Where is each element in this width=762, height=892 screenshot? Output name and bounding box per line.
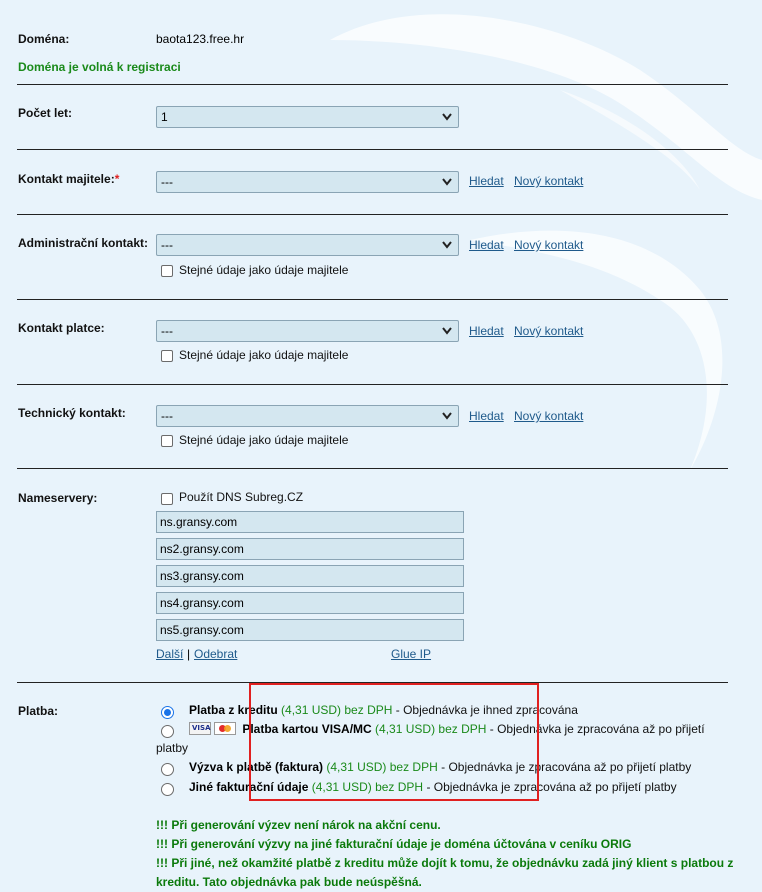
owner-contact-select[interactable] xyxy=(156,171,459,193)
owner-search-link[interactable]: Hledat xyxy=(469,174,504,188)
admin-contact-selected: --- xyxy=(161,238,173,252)
billing-search-link[interactable]: Hledat xyxy=(469,324,504,338)
years-select[interactable] xyxy=(156,106,459,128)
payment-card-price: (4,31 USD) bez DPH xyxy=(375,722,487,736)
use-subreg-dns-checkbox[interactable] xyxy=(161,493,173,505)
owner-new-contact-link[interactable]: Nový kontakt xyxy=(514,174,584,188)
payment-invoice-note: - Objednávka je zpracována až po přijetí platby xyxy=(441,760,692,774)
tech-contact-select[interactable] xyxy=(156,405,459,427)
admin-new-contact-link[interactable]: Nový kontakt xyxy=(514,238,584,252)
payment-other-billing-radio[interactable] xyxy=(161,783,174,796)
billing-same-as-owner-label: Stejné údaje jako údaje majitele xyxy=(179,348,349,362)
payment-invoice-radio[interactable] xyxy=(161,763,174,776)
tech-search-link[interactable]: Hledat xyxy=(469,409,504,423)
divider xyxy=(17,468,728,469)
payment-invoice-price: (4,31 USD) bez DPH xyxy=(326,760,438,774)
domain-status: Doména je volná k registraci xyxy=(18,60,181,74)
link-separator: | xyxy=(187,647,191,661)
divider xyxy=(17,84,728,85)
warning-line-3: !!! Při jiné, než okamžité platbě z kreditu může dojít k tomu, že objednávku zadá jiný klient s platbou z xyxy=(156,856,734,870)
admin-contact-label: Administrační kontakt: xyxy=(18,236,149,250)
tech-new-contact-link[interactable]: Nový kontakt xyxy=(514,409,584,423)
billing-contact-select[interactable] xyxy=(156,320,459,342)
nameserver-input-3[interactable] xyxy=(156,565,464,587)
nameserver-input-4[interactable] xyxy=(156,592,464,614)
divider xyxy=(17,149,728,150)
divider xyxy=(17,299,728,300)
warning-line-1: !!! Při generování výzev není nárok na akční cenu. xyxy=(156,818,441,832)
admin-same-as-owner-checkbox[interactable] xyxy=(161,265,173,277)
payment-card-name: Platba kartou VISA/MC xyxy=(242,722,372,736)
nameserver-input-5[interactable] xyxy=(156,619,464,641)
nameserver-more-link[interactable]: Další xyxy=(156,647,184,661)
payment-card-note: - Objednávka je zpracována až po přijetí xyxy=(489,722,705,736)
years-label: Počet let: xyxy=(18,106,73,120)
tech-same-as-owner-label: Stejné údaje jako údaje majitele xyxy=(179,433,349,447)
warning-line-2: !!! Při generování výzvy na jiné fakturační údaje je doména účtována v ceníku ORIG xyxy=(156,837,632,851)
billing-contact-label: Kontakt platce: xyxy=(18,321,105,335)
admin-same-as-owner-label: Stejné údaje jako údaje majitele xyxy=(179,263,349,277)
billing-new-contact-link[interactable]: Nový kontakt xyxy=(514,324,584,338)
nameserver-remove-link[interactable]: Odebrat xyxy=(194,647,238,661)
domain-label: Doména: xyxy=(18,32,70,46)
chevron-down-icon xyxy=(442,178,452,186)
highlight-box xyxy=(249,683,539,801)
admin-contact-select[interactable] xyxy=(156,234,459,256)
domain-value: baota123.free.hr xyxy=(156,32,245,46)
tech-contact-selected: --- xyxy=(161,409,173,423)
visa-brand-text: VISA xyxy=(192,724,211,733)
billing-same-as-owner-checkbox[interactable] xyxy=(161,350,173,362)
chevron-down-icon xyxy=(442,241,452,249)
owner-contact-label xyxy=(18,172,119,186)
divider xyxy=(17,214,728,215)
owner-contact-label-text: Kontakt majitele: xyxy=(18,172,115,186)
mastercard-icon xyxy=(214,722,236,735)
payment-credit-name: Platba z kreditu xyxy=(189,703,278,717)
payment-label: Platba: xyxy=(18,704,59,718)
nameserver-input-2[interactable] xyxy=(156,538,464,560)
tech-same-as-owner-checkbox[interactable] xyxy=(161,435,173,447)
tech-contact-label: Technický kontakt: xyxy=(18,406,126,420)
chevron-down-icon xyxy=(442,412,452,420)
years-selected-value: 1 xyxy=(161,110,168,124)
glue-ip-link[interactable]: Glue IP xyxy=(391,647,432,661)
chevron-down-icon xyxy=(442,327,452,335)
use-subreg-dns-label: Použít DNS Subreg.CZ xyxy=(179,490,304,504)
admin-search-link[interactable]: Hledat xyxy=(469,238,504,252)
payment-other-note: - Objednávka je zpracována až po přijetí platby xyxy=(426,780,677,794)
payment-credit-radio[interactable] xyxy=(161,706,174,719)
divider xyxy=(17,384,728,385)
payment-credit-note: - Objednávka je ihned zpracována xyxy=(395,703,578,717)
visa-icon xyxy=(189,722,211,735)
payment-card-note-cont: platby xyxy=(156,741,189,755)
payment-card-radio[interactable] xyxy=(161,725,174,738)
nameserver-input-1[interactable] xyxy=(156,511,464,533)
payment-credit-price: (4,31 USD) bez DPH xyxy=(281,703,393,717)
required-mark: * xyxy=(114,172,120,186)
owner-contact-selected: --- xyxy=(161,175,173,189)
chevron-down-icon xyxy=(442,113,452,121)
nameservers-label: Nameservery: xyxy=(18,491,98,505)
warning-line-4: kreditu. Tato objednávka pak bude neúspěšná. xyxy=(156,875,422,889)
payment-invoice-name: Výzva k platbě (faktura) xyxy=(189,760,324,774)
billing-contact-selected: --- xyxy=(161,324,173,338)
payment-other-price: (4,31 USD) bez DPH xyxy=(311,780,424,794)
payment-other-name: Jiné fakturační údaje xyxy=(189,780,309,794)
